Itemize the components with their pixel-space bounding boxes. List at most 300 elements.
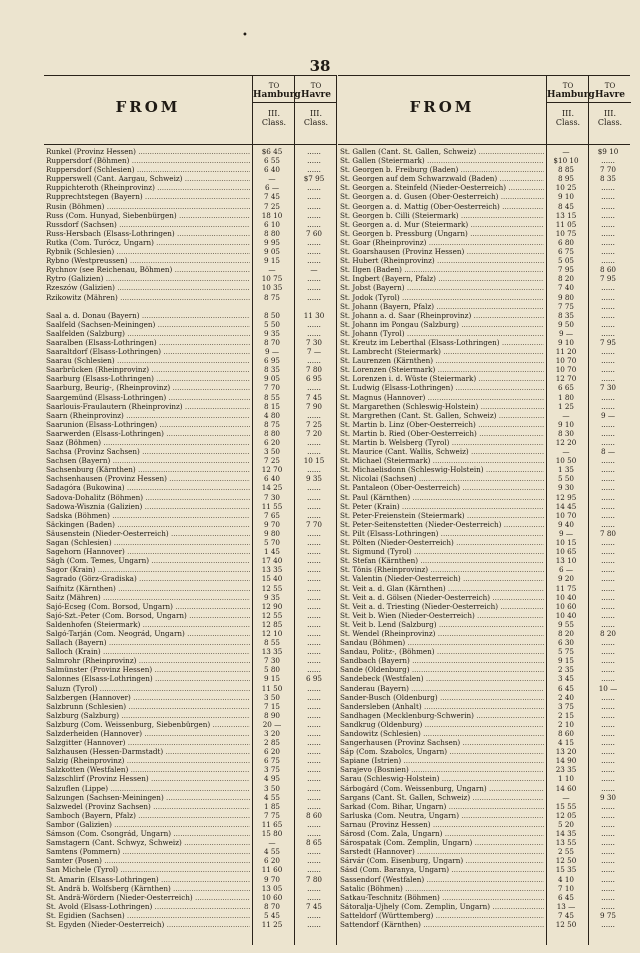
havre-fare: ......	[307, 201, 321, 211]
hamburg-fare: 9 10	[557, 192, 574, 202]
table-row	[44, 420, 336, 429]
hamburg-fare: 13 20	[555, 747, 577, 757]
station-name: St. Michaelisdonn (Schleswig-Holstein) .....	[340, 465, 544, 474]
left-half	[44, 75, 336, 945]
hamburg-fare: 10 35	[261, 283, 283, 293]
hamburg-fare: 2 10	[557, 719, 574, 729]
havre-fare: 7 80	[305, 874, 322, 884]
station-name: St. Peter-Seitenstetten (Nieder-Oesterreich) .....	[340, 520, 544, 529]
havre-fare: ......	[601, 656, 615, 666]
havre-fare: ......	[601, 847, 615, 857]
table-row	[338, 565, 630, 574]
table-row	[44, 283, 336, 292]
havre-fare: ......	[601, 856, 615, 866]
hamburg-fare: 8 50	[263, 310, 280, 320]
table-row	[44, 356, 336, 365]
hamburg-fare: 9 70	[263, 874, 280, 884]
station-name: St. Martin b. Ried (Ober-Oesterreich) .....	[340, 429, 544, 438]
table-row	[44, 347, 336, 356]
havre-fare: 8 60	[599, 265, 616, 275]
havre-fare: ......	[307, 192, 321, 202]
hamburg-fare: 9 —	[558, 528, 574, 538]
station-name: St. Jodok (Tyrol) .....	[340, 293, 544, 302]
hamburg-fare: 1 45	[263, 547, 280, 557]
hamburg-fare: 4 80	[263, 410, 280, 420]
station-name: Salonnes (Elsass-Lothringen) .....	[46, 674, 250, 683]
havre-fare: ......	[601, 601, 615, 611]
table-row	[44, 483, 336, 492]
havre-fare: ......	[601, 183, 615, 193]
hamburg-fare: 5 45	[263, 910, 280, 920]
hamburg-fare: 9 15	[263, 256, 280, 266]
havre-fare: ......	[307, 274, 321, 284]
havre-fare: 8 20	[599, 628, 616, 638]
hamburg-fare: 6 45	[557, 683, 574, 693]
hamburg-fare: 3 75	[557, 701, 574, 711]
station-name: Sárospatak (Com. Zemplin, Ungarn) .....	[340, 838, 544, 847]
havre-fare: ......	[307, 919, 321, 929]
station-name: St. Andrä-Wördern (Nieder-Oesterreich) .....	[46, 893, 250, 902]
table-row	[338, 329, 630, 338]
hamburg-fare: 9 —	[264, 347, 280, 357]
table-row	[338, 420, 630, 429]
station-name: Saluzn (Tyrol) .....	[46, 684, 250, 693]
station-name: St. Georgen b. Pressburg (Ungarn) .....	[340, 229, 544, 238]
havre-fare: ......	[601, 319, 615, 329]
station-name: St. Hubert (Rheinprovinz) .....	[340, 256, 544, 265]
table-row	[338, 747, 630, 756]
hamburg-fare: 12 90	[261, 601, 283, 611]
hamburg-fare: 9 15	[263, 674, 280, 684]
hamburg-fare: 9 —	[558, 328, 574, 338]
hamburg-fare: 8 45	[557, 201, 574, 211]
havre-fare: ......	[307, 247, 321, 257]
station-name: Saalfeld (Sachsen-Meiningen) .....	[46, 320, 250, 329]
station-name: St. Johann (Bayern, Pfalz) .....	[340, 302, 544, 311]
havre-fare: ......	[601, 283, 615, 293]
station-name: Salmünster (Provinz Hessen) .....	[46, 665, 250, 674]
table-row	[338, 493, 630, 502]
table-row	[44, 747, 336, 756]
hamburg-fare: 11 05	[555, 219, 577, 229]
table-row	[44, 875, 336, 884]
hamburg-fare: 3 50	[263, 447, 280, 457]
hamburg-fare: 6 20	[263, 856, 280, 866]
hamburg-fare: 6 20	[263, 747, 280, 757]
table-row	[338, 202, 630, 211]
hamburg-fare: 6 10	[263, 219, 280, 229]
havre-fare: ......	[307, 665, 321, 675]
havre-fare: ......	[601, 492, 615, 502]
havre-fare: $7 95	[303, 174, 325, 184]
table-row	[44, 602, 336, 611]
station-name: Salmrohr (Rheinprovinz) .....	[46, 656, 250, 665]
havre-fare: ......	[307, 292, 321, 302]
table-row	[44, 502, 336, 511]
station-name: Ruppersdorf (Böhmen) .....	[46, 156, 250, 165]
station-name: Saaz (Böhmen) .....	[46, 438, 250, 447]
table-row	[44, 238, 336, 247]
hamburg-fare: 11 65	[261, 819, 283, 829]
havre-fare: ......	[601, 301, 615, 311]
havre-fare: ......	[307, 647, 321, 657]
havre-fare: 7 45	[305, 901, 322, 911]
station-name: Salgó-Tarján (Com. Neográd, Ungarn) .....	[46, 629, 250, 638]
havre-fare: ......	[601, 392, 615, 402]
hamburg-fare: 7 45	[263, 192, 280, 202]
table-row	[338, 283, 630, 292]
table-row	[44, 729, 336, 738]
havre-fare: ......	[307, 638, 321, 648]
station-name: Sapiane (Istrien) .....	[340, 756, 544, 765]
havre-fare: ......	[601, 237, 615, 247]
table-row	[338, 602, 630, 611]
station-name: Sandkrug (Oldenburg) .....	[340, 720, 544, 729]
hamburg-fare: 12 70	[261, 465, 283, 475]
column-separator	[336, 75, 337, 945]
havre-fare: ......	[307, 438, 321, 447]
hamburg-fare: 4 10	[557, 874, 574, 884]
station-name: Saargemünd (Elsass-Lothringen) .....	[46, 393, 250, 402]
hamburg-fare: 3 20	[263, 729, 280, 738]
hamburg-fare: 10 40	[555, 592, 577, 602]
table-row	[338, 793, 630, 802]
havre-fare: ......	[601, 783, 615, 793]
havre-fare: 7 80	[305, 365, 322, 375]
station-name: Sárvár (Com. Eisenburg, Ungarn) .....	[340, 856, 544, 865]
station-name: St. Tönis (Rheinprovinz) .....	[340, 565, 544, 574]
table-row	[338, 765, 630, 774]
table-row	[44, 702, 336, 711]
havre-fare: ......	[307, 447, 321, 457]
table-row	[338, 902, 630, 911]
havre-fare: ......	[307, 547, 321, 557]
station-name: St. Martin b. Linz (Ober-Oesterreich) .....	[340, 420, 544, 429]
table-row	[44, 465, 336, 474]
hamburg-fare: 23 35	[555, 765, 577, 775]
table-row	[44, 256, 336, 265]
table-row	[44, 265, 336, 274]
hamburg-fare: 8 90	[263, 710, 280, 720]
table-row	[338, 483, 630, 492]
havre-fare: ......	[307, 747, 321, 757]
right-half	[338, 75, 630, 945]
station-name: Sajó-Szt.-Peter (Com. Borsod, Ungarn) .....	[46, 611, 250, 620]
ink-dot: •	[242, 30, 248, 41]
hamburg-fare: 8 15	[263, 401, 280, 411]
table-row	[44, 383, 336, 392]
havre-fare: ......	[601, 428, 615, 438]
havre-fare: ......	[601, 819, 615, 829]
table-row	[338, 247, 630, 256]
havre-fare: ......	[601, 556, 615, 566]
table-row	[338, 383, 630, 392]
hamburg-fare: —	[562, 447, 570, 457]
station-name: Rytro (Galizien) .....	[46, 274, 250, 283]
station-name: St. Veit a. d. Triesting (Nieder-Oesterreich) .....	[340, 602, 544, 611]
station-name: Saaraltdorf (Elsass-Lothringen) .....	[46, 347, 250, 356]
havre-fare: 7 90	[305, 401, 322, 411]
table-row	[44, 538, 336, 547]
station-name: Sachsen (Bayern) .....	[46, 456, 250, 465]
table-row	[338, 820, 630, 829]
table-row	[44, 429, 336, 438]
hamburg-fare: —	[562, 147, 570, 156]
havre-fare: 9 35	[305, 474, 322, 484]
station-name: Sangerhausen (Provinz Sachsen) .....	[340, 738, 544, 747]
table-row	[44, 365, 336, 374]
station-name: Sallach (Bayern) .....	[46, 638, 250, 647]
hamburg-fare: 14 45	[555, 501, 577, 511]
havre-fare: ......	[307, 565, 321, 575]
from-heading: FROM	[409, 98, 475, 116]
table-row	[338, 665, 630, 674]
table-row	[338, 356, 630, 365]
station-name: Rychnov (see Reichenau, Böhmen) .....	[46, 265, 250, 274]
havre-fare: ......	[601, 401, 615, 411]
hamburg-fare: 8 70	[263, 901, 280, 911]
station-name: Rzikowitz (Mähren) .....	[46, 293, 250, 302]
table-row	[44, 720, 336, 729]
station-name: St. Jobst (Bayern) .....	[340, 283, 544, 292]
havre-fare: ......	[307, 710, 321, 720]
havre-fare: ......	[601, 456, 615, 466]
station-name: Sáp (Com. Szabolcs, Ungarn) .....	[340, 747, 544, 756]
table-row	[44, 765, 336, 774]
table-row	[338, 311, 630, 320]
station-name: Sátoralja-Ujhely (Com. Zemplin, Ungarn) .....	[340, 902, 544, 911]
station-name: Sandebeck (Westfalen) .....	[340, 674, 544, 683]
hamburg-fare: 9 70	[263, 519, 280, 529]
table-row	[44, 811, 336, 820]
hamburg-fare: 2 55	[557, 847, 574, 857]
station-name: St. Egidien (Sachsen) .....	[46, 911, 250, 920]
hamburg-fare: 8 75	[263, 419, 280, 429]
station-name: Sarajevo (Bosnien) .....	[340, 765, 544, 774]
table-row	[44, 211, 336, 220]
hamburg-fare: 1 85	[263, 801, 280, 811]
station-name: Salzkotten (Westfalen) .....	[46, 765, 250, 774]
havre-fare: ......	[601, 374, 615, 384]
station-name: Sandersleben (Anhalt) .....	[340, 702, 544, 711]
havre-fare: ......	[601, 638, 615, 648]
havre-fare: ......	[601, 810, 615, 820]
table-row	[338, 674, 630, 683]
station-name: St. Johann (Tyrol) .....	[340, 329, 544, 338]
station-name: Saitz (Mähren) .....	[46, 593, 250, 602]
hamburg-fare: 9 30	[557, 483, 574, 493]
havre-fare: ......	[307, 865, 321, 875]
havre-fare: 9 —	[600, 410, 616, 420]
station-name: Salzderheiden (Hannover) .....	[46, 729, 250, 738]
havre-fare: ......	[307, 765, 321, 775]
station-name: Sandowitz (Schlesien) .....	[340, 729, 544, 738]
hamburg-fare: 8 75	[263, 292, 280, 302]
hamburg-fare: 15 55	[555, 801, 577, 811]
havre-fare: ......	[307, 574, 321, 584]
station-name: Salzgitter (Hannover) .....	[46, 738, 250, 747]
hamburg-fare: 4 55	[263, 792, 280, 802]
havre-fare: ......	[307, 819, 321, 829]
hamburg-fare: 12 95	[555, 492, 577, 502]
havre-fare: 8 60	[305, 810, 322, 820]
station-name: Satkau-Teschnitz (Böhmen) .....	[340, 893, 544, 902]
table-row	[338, 229, 630, 238]
hamburg-fare: 5 70	[263, 538, 280, 548]
hamburg-fare: 6 75	[263, 756, 280, 766]
table-row	[44, 293, 336, 302]
table-row	[44, 774, 336, 783]
table-row	[44, 684, 336, 693]
hamburg-fare: —	[268, 838, 276, 848]
table-row	[338, 374, 630, 383]
table-row	[44, 920, 336, 929]
hamburg-fare: 7 15	[263, 701, 280, 711]
station-name: St. Michael (Steiermark) .....	[340, 456, 544, 465]
station-name: St. Ilgen (Baden) .....	[340, 265, 544, 274]
table-row	[44, 447, 336, 456]
hamburg-fare: 9 40	[557, 519, 574, 529]
havre-fare: ......	[601, 474, 615, 484]
station-name: Salzhausen (Hessen-Darmstadt) .....	[46, 747, 250, 756]
hamburg-fare: 6 75	[557, 247, 574, 257]
havre-fare: —	[310, 265, 318, 275]
station-name: Sadova-Dohalitz (Böhmen) .....	[46, 493, 250, 502]
table-row	[338, 920, 630, 929]
table-row	[44, 229, 336, 238]
station-name: Runkel (Provinz Hessen) .....	[46, 147, 250, 156]
table-row	[338, 847, 630, 856]
table-row	[338, 865, 630, 874]
hamburg-fare: 1 25	[557, 401, 574, 411]
havre-fare: ......	[601, 310, 615, 320]
havre-fare: ......	[601, 756, 615, 766]
station-name: Sattendorf (Kärnthen) .....	[340, 920, 544, 929]
havre-fare: ......	[601, 292, 615, 302]
station-name: St. Peter (Krain) .....	[340, 502, 544, 511]
hamburg-fare: 8 55	[263, 638, 280, 648]
table-row	[338, 465, 630, 474]
hamburg-fare: 13 35	[261, 647, 283, 657]
station-name: Sachsenhausen (Provinz Hessen) .....	[46, 474, 250, 483]
station-name: St. Georgen a. d. Mattig (Ober-Oesterreich) .....	[340, 202, 544, 211]
station-name: St. Georgen b. Cilli (Steiermark) .....	[340, 211, 544, 220]
station-name: St. Georgen a. Steinfeld (Nieder-Oesterreich) .....	[340, 183, 544, 192]
station-name: Sárbogárd (Com. Weissenburg, Ungarn) .....	[340, 784, 544, 793]
station-name: Saarau (Schlesien) .....	[46, 356, 250, 365]
hamburg-fare: 6 30	[557, 638, 574, 648]
table-row	[338, 429, 630, 438]
station-name: St. Gallen (Steiermark) .....	[340, 156, 544, 165]
havre-fare: 8 65	[305, 838, 322, 848]
hamburg-fare: —	[268, 174, 276, 184]
station-name: Saal a. d. Donau (Bayern) .....	[46, 311, 250, 320]
table-row	[338, 456, 630, 465]
table-row	[44, 274, 336, 283]
station-name: Sadska (Böhmen) .....	[46, 511, 250, 520]
station-name: Saarwerden (Elsass-Lothringen) .....	[46, 429, 250, 438]
havre-fare: ......	[601, 901, 615, 911]
hamburg-fare: 10 60	[261, 892, 283, 902]
table-row	[338, 711, 630, 720]
hamburg-fare: 7 30	[263, 492, 280, 502]
station-name: Saarlouis-Fraulautern (Rheinprovinz) .....	[46, 402, 250, 411]
havre-column-header: TO Havre III. Class.	[588, 76, 631, 144]
havre-fare: ......	[601, 519, 615, 529]
hamburg-fare: 2 15	[557, 710, 574, 720]
table-row	[44, 529, 336, 538]
table-row	[44, 474, 336, 483]
station-name: Sandhagen (Mecklenburg-Schwerin) .....	[340, 711, 544, 720]
havre-fare: ......	[307, 656, 321, 666]
table-row	[44, 893, 336, 902]
havre-fare: ......	[601, 865, 615, 875]
havre-fare: ......	[601, 247, 615, 257]
hamburg-fare: 11 55	[261, 501, 283, 511]
station-name: St. Kreutz im Leberthal (Elsass-Lothringen) .....	[340, 338, 544, 347]
hamburg-fare: 6 —	[558, 565, 574, 575]
havre-fare: ......	[601, 201, 615, 211]
havre-fare: 7 20	[305, 428, 322, 438]
havre-fare: 7 —	[306, 347, 322, 357]
station-name: Salzuflen (Lippe) .....	[46, 784, 250, 793]
table-row	[338, 693, 630, 702]
hamburg-fare: 15 80	[261, 829, 283, 839]
table-row	[44, 456, 336, 465]
station-name: Sagrado (Görz-Gradiska) .....	[46, 574, 250, 583]
hamburg-fare: 9 35	[263, 328, 280, 338]
hamburg-fare: 15 35	[555, 865, 577, 875]
havre-fare: ......	[601, 738, 615, 748]
hamburg-fare: 11 50	[261, 683, 283, 693]
station-name: St. Nicolai (Sachsen) .....	[340, 474, 544, 483]
hamburg-fare: 8 80	[263, 228, 280, 238]
station-name: St. Peter-Freienstein (Steiermark) .....	[340, 511, 544, 520]
hamburg-fare: 9 15	[557, 656, 574, 666]
table-row	[44, 556, 336, 565]
havre-fare: 7 95	[599, 337, 616, 347]
havre-fare: ......	[307, 410, 321, 420]
hamburg-fare: 3 50	[263, 783, 280, 793]
hamburg-fare: 10 50	[555, 456, 577, 466]
havre-fare: ......	[601, 510, 615, 520]
table-row	[338, 629, 630, 638]
havre-fare: ......	[601, 619, 615, 629]
table-row	[338, 238, 630, 247]
station-name: Rupperswell (Cant. Aargau, Schweiz) .....	[46, 174, 250, 183]
hamburg-fare: 7 30	[263, 656, 280, 666]
table-row	[338, 838, 630, 847]
table-row	[44, 674, 336, 683]
havre-fare: ......	[601, 438, 615, 447]
havre-fare: 7 60	[305, 228, 322, 238]
havre-fare: ......	[601, 765, 615, 775]
table-row	[338, 265, 630, 274]
havre-fare: ......	[601, 883, 615, 893]
havre-fare: 7 30	[599, 383, 616, 393]
table-row	[338, 875, 630, 884]
hamburg-fare: 4 15	[557, 738, 574, 748]
table-row	[338, 547, 630, 556]
hamburg-fare: 9 50	[557, 319, 574, 329]
hamburg-column-header: TO Hamburg III. Class.	[546, 76, 589, 144]
station-name: St. Egyden (Nieder-Oesterreich) .....	[46, 920, 250, 929]
hamburg-fare: 13 55	[555, 838, 577, 848]
station-name: St. Margrethen (Cant. St. Gallen, Schweiz) .....	[340, 411, 544, 420]
station-name: St. Magnus (Hannover) .....	[340, 393, 544, 402]
table-row	[338, 520, 630, 529]
table-row	[338, 165, 630, 174]
